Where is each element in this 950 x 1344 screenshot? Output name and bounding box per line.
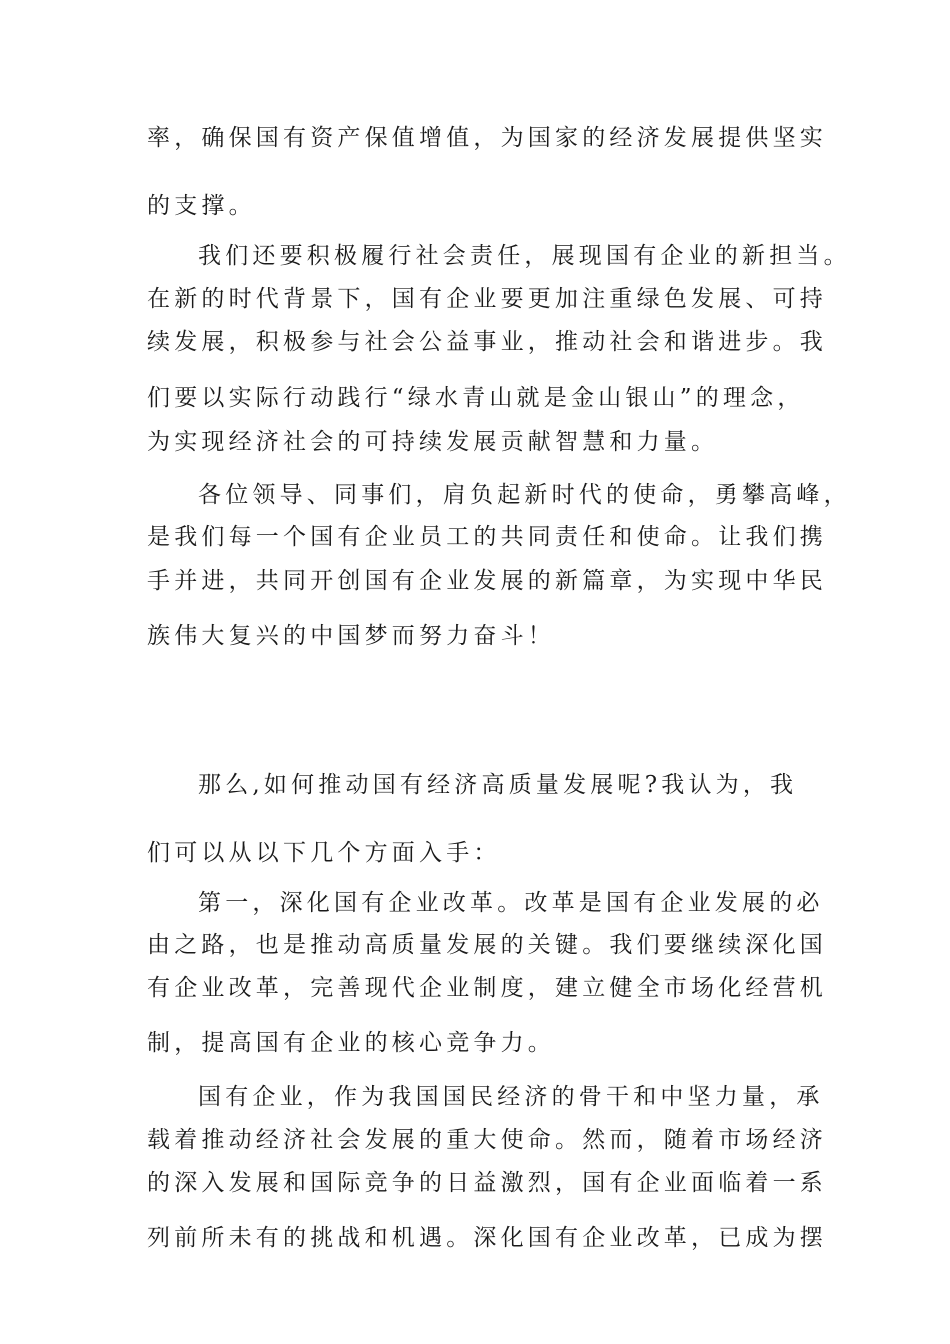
text-line: 在新的时代背景下，国有企业要更加注重绿色发展、可持 [147, 286, 827, 312]
text-line: 由之路，也是推动高质量发展的关键。我们要继续深化国 [147, 932, 827, 958]
text-line: 制，提高国有企业的核心竞争力。 [147, 1030, 555, 1056]
paragraph-start-line: 那么,如何推动国有经济高质量发展呢?我认为，我 [198, 772, 798, 798]
paragraph-start-line: 我们还要积极履行社会责任，展现国有企业的新担当。 [198, 243, 851, 269]
text-line: 的深入发展和国际竞争的日益激烈，国有企业面临着一系 [147, 1170, 827, 1196]
text-line: 率，确保国有资产保值增值，为国家的经济发展提供坚实 [147, 125, 827, 151]
text-line: 是我们每一个国有企业员工的共同责任和使命。让我们携 [147, 524, 827, 550]
text-line: 载着推动经济社会发展的重大使命。然而，随着市场经济 [147, 1127, 827, 1153]
text-line: 续发展，积极参与社会公益事业，推动社会和谐进步。我 [147, 329, 827, 355]
text-line: 有企业改革，完善现代企业制度，建立健全市场化经营机 [147, 975, 827, 1001]
text-line: 为实现经济社会的可持续发展贡献智慧和力量。 [147, 429, 719, 455]
text-line: 们可以从以下几个方面入手： [147, 840, 501, 866]
paragraph-start-line: 各位领导、同事们，肩负起新时代的使命，勇攀高峰， [198, 482, 851, 508]
paragraph-start-line: 第一，深化国有企业改革。改革是国有企业发展的必 [198, 890, 824, 916]
text-line: 列前所未有的挑战和机遇。深化国有企业改革，已成为摆 [147, 1225, 827, 1251]
text-line: 族伟大复兴的中国梦而努力奋斗！ [147, 623, 555, 649]
paragraph-start-line: 国有企业，作为我国国民经济的骨干和中坚力量，承 [198, 1084, 824, 1110]
text-line: 们要以实际行动践行“绿水青山就是金山银山”的理念， [147, 385, 805, 411]
text-line: 手并进，共同开创国有企业发展的新篇章，为实现中华民 [147, 568, 827, 594]
text-line: 的支撑。 [147, 193, 256, 219]
